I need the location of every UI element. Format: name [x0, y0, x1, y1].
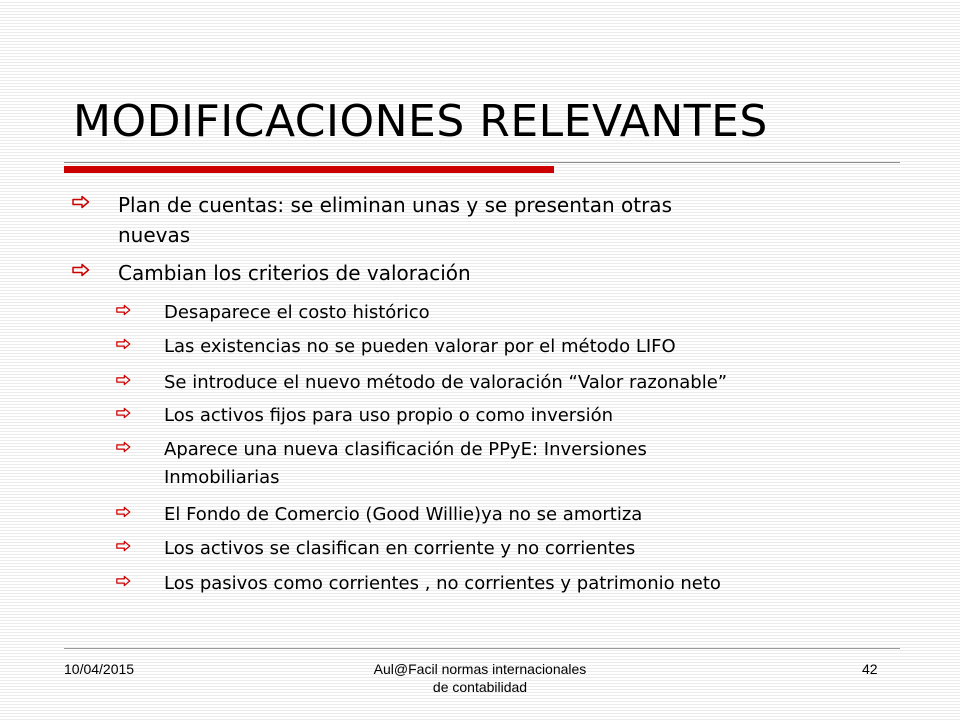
arrow-right-outline-icon — [116, 404, 131, 423]
bullet-text-line: Cambian los criterios de valoración — [118, 261, 471, 285]
bullet-text-line: Desaparece el costo histórico — [164, 302, 430, 323]
bullet-text-line: Inmobiliarias — [164, 467, 280, 488]
bullet-text — [118, 190, 672, 250]
footer-title-line: de contabilidad — [432, 679, 528, 695]
bullet-text-line: Los activos fijos para uso propio o como inversión — [164, 405, 614, 426]
bullet-text-line: El Fondo de Comercio (Good Willie)ya no se amortiza — [164, 504, 643, 525]
arrow-right-outline-icon — [116, 438, 131, 457]
bullet-text-line: Se introduce el nuevo método de valoración “Valor razonable” — [164, 372, 728, 393]
bullet-text — [164, 570, 721, 598]
bullet-text — [164, 402, 613, 430]
page-number: 42 — [862, 661, 878, 677]
bullet-text-line: nuevas — [118, 223, 191, 247]
bullet-text — [164, 436, 647, 492]
footer-rule — [64, 648, 900, 649]
bullet-text — [164, 299, 430, 327]
footer-date: 10/04/2015 — [64, 661, 135, 677]
bullet-text — [164, 369, 727, 397]
arrow-right-outline-icon — [116, 572, 131, 591]
bullet-text-line: Aparece una nueva clasificación de PPyE: Inversiones — [164, 439, 647, 460]
bullet-text-line: Plan de cuentas: se eliminan unas y se presentan otras — [118, 193, 672, 217]
footer-title — [330, 660, 630, 696]
arrow-right-outline-icon — [72, 262, 90, 281]
arrow-right-outline-icon — [116, 301, 131, 320]
arrow-right-outline-icon — [116, 371, 131, 390]
bullet-text — [164, 535, 635, 563]
bullet-text-line: Los activos se clasifican en corriente y no corrientes — [164, 538, 636, 559]
bullet-text-line: Las existencias no se pueden valorar por el método LIFO — [164, 336, 676, 357]
footer-title-line: Aul@Facil normas internacionales — [373, 661, 587, 677]
slide-title: MODIFICACIONES RELEVANTES — [73, 96, 768, 147]
bullet-text — [164, 501, 642, 529]
title-rule-thin — [64, 162, 900, 163]
bullet-text-line: Los pasivos como corrientes , no corrientes y patrimonio neto — [164, 573, 721, 594]
arrow-right-outline-icon — [116, 503, 131, 522]
arrow-right-outline-icon — [116, 537, 131, 556]
arrow-right-outline-icon — [72, 194, 90, 213]
bullet-text — [118, 258, 471, 288]
arrow-right-outline-icon — [116, 335, 131, 354]
title-rule-accent — [64, 166, 554, 173]
bullet-text — [164, 333, 676, 361]
